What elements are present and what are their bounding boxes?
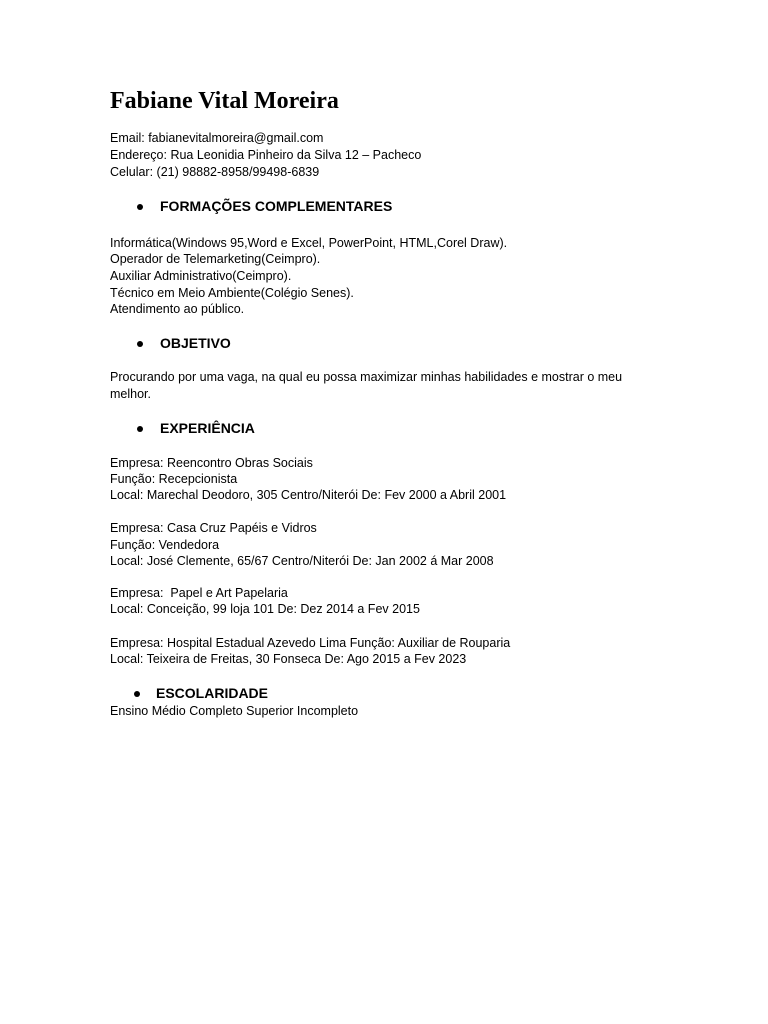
section-bullet-icon [134, 691, 140, 697]
section-bullet-icon [137, 204, 143, 210]
section-title-objetivo: OBJETIVO [160, 335, 231, 351]
contact-address: Endereço: Rua Leonidia Pinheiro da Silva 12 – Pacheco [110, 148, 422, 162]
section-title-experiencia: EXPERIÊNCIA [160, 420, 255, 436]
job-company: Empresa: Hospital Estadual Azevedo Lima Função: Auxiliar de Rouparia [110, 636, 511, 650]
section-title-escolaridade: ESCOLARIDADE [156, 685, 269, 701]
formacao-item: Técnico em Meio Ambiente(Colégio Senes). [110, 286, 354, 300]
objetivo-text: Procurando por uma vaga, na qual eu possa maximizar minhas habilidades e mostrar o meu [110, 370, 623, 384]
section-title-formacoes: FORMAÇÕES COMPLEMENTARES [160, 198, 393, 214]
formacao-item: Operador de Telemarketing(Ceimpro). [110, 252, 321, 266]
objetivo-text: melhor. [110, 387, 151, 401]
job-company: Empresa: Reencontro Obras Sociais [110, 456, 313, 470]
section-bullet-icon [137, 341, 143, 347]
job-role: Função: Recepcionista [110, 472, 238, 486]
candidate-name: Fabiane Vital Moreira [110, 88, 339, 114]
formacao-item: Informática(Windows 95,Word e Excel, PowerPoint, HTML,Corel Draw). [110, 236, 508, 250]
formacao-item: Atendimento ao público. [110, 302, 245, 316]
formacao-item: Auxiliar Administrativo(Ceimpro). [110, 269, 292, 283]
contact-email: Email: fabianevitalmoreira@gmail.com [110, 131, 324, 145]
contact-phone: Celular: (21) 98882-8958/99498-6839 [110, 165, 320, 179]
escolaridade-text: Ensino Médio Completo Superior Incompleto [110, 704, 359, 718]
job-company: Empresa: Papel e Art Papelaria [110, 586, 288, 600]
job-location: Local: José Clemente, 65/67 Centro/Niterói De: Jan 2002 á Mar 2008 [110, 554, 494, 568]
job-company: Empresa: Casa Cruz Papéis e Vidros [110, 521, 317, 535]
job-location: Local: Teixeira de Freitas, 30 Fonseca De: Ago 2015 a Fev 2023 [110, 652, 467, 666]
job-location: Local: Marechal Deodoro, 305 Centro/Niterói De: Fev 2000 a Abril 2001 [110, 488, 507, 502]
section-bullet-icon [137, 426, 143, 432]
job-location: Local: Conceição, 99 loja 101 De: Dez 2014 a Fev 2015 [110, 602, 420, 616]
job-role: Função: Vendedora [110, 538, 220, 552]
